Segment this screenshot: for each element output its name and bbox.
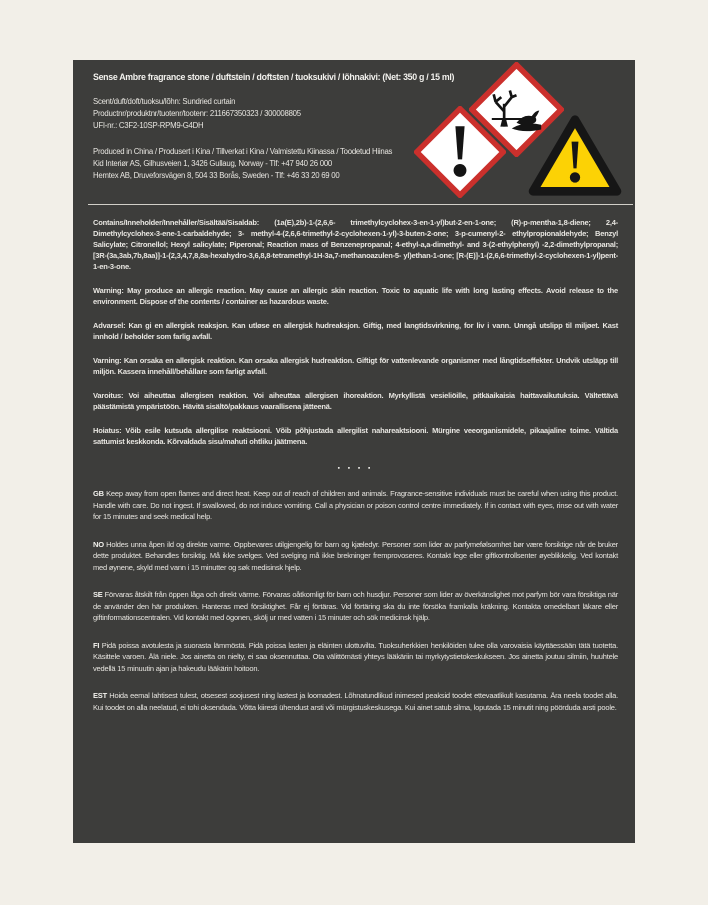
warning-paragraph-est: Hoiatus: Võib esile kutsuda allergilise reaktsiooni. Võib põhjustada allergilist nahareaktsiooni. Mürgine veeorganismidele, pikaajaline toime. Vältida sattumist keskkonda. Kõrvaldada sisu/mahuti ohtliku jäätmena.	[93, 426, 618, 446]
instruction-no	[93, 539, 618, 574]
instruction-fi	[93, 640, 618, 675]
product-title: Sense Ambre fragrance stone / duftstein / doftsten / tuoksukivi / lõhnakivi: (Net: 350 g / 15 ml)	[93, 72, 455, 82]
lang-code-no: NO	[93, 539, 104, 549]
instruction-text-gb: Keep away from open flames and direct heat. Keep out of reach of children and animals. Fragrance-sensitive individuals must be careful when using this product. Handle with care. Do not ingest. If swallowed, do not induce vomiting. Call a physician or poison control centre immediately. If in contact with eyes, rinse out with water for 15 minutes and seek medical help.	[93, 489, 619, 521]
section-divider	[88, 204, 633, 205]
lang-code-est: EST	[93, 691, 107, 700]
instruction-text-fi: Pidä poissa avotulesta ja suorasta lämmöstä. Pidä poissa lasten ja eläinten ulottuvilta. Tuoksuherkkien henkilöiden tulee olla varovaisia käyttäessään tätä tuotetta. Käsittele varoen. Älä niele. Jos ainetta on nielty, ei saa oksennuttaa. Ota välittömästi yhteys lääkäriin tai myrkytystietokeskukseen. Jos ainetta joutuu silmiin, huuhtele vedellä 15 minuutin ajan ja hakeudu lääkärin hoitoon.	[93, 640, 618, 673]
warning-paragraph-no: Advarsel: Kan gi en allergisk reaksjon. Kan utløse en allergisk hudreaksjon. Giftig, med langtidsvirkning, for liv i vann. Unngå utslipp til miljøet. Kast innhold / beholder som farlig avfall.	[93, 321, 618, 341]
dots-separator: ▪ ▪ ▪ ▪	[337, 465, 374, 472]
instruction-se	[93, 589, 618, 624]
warning-triangle-icon	[527, 113, 623, 197]
produced-in-line: Produced in China / Produsert i Kina / Tillverkat i Kina / Valmistettu Kiinassa / Toodetud Hiinas	[93, 147, 393, 156]
product-number-line: Productnr/produktnr/tuotenr/tootenr: 211667350323 / 300008805	[93, 109, 301, 118]
producer-address-norway: Kid Interiør AS, Gilhusveien 1, 3426 Gullaug, Norway - Tlf: +47 940 26 000	[93, 159, 333, 168]
warning-paragraph-en: Warning: May produce an allergic reaction. May cause an allergic skin reaction. Toxic to aquatic life with long lasting effects. Avoid release to the environment. Dispose of the contents / container as hazardous waste.	[93, 286, 618, 306]
warning-paragraph-se: Varning: Kan orsaka en allergisk reaktion. Kan orsaka allergisk hudreaktion. Giftigt för vattenlevande organismer med långtidseffekter. Undvik utsläpp till miljön. Kassera innehåll/behållare som farligt avfall.	[93, 356, 618, 376]
contains-paragraph: Contains/Inneholder/Innehåller/Sisältää/Sisaldab: (1a(E),2b)-1-(2,6,6- trimethylcyclohex-3-en-1-yl)but-2-en-1-one; (R)-p-mentha-1,8-diene; 2,4-Dimethylcyclohex-3-ene-1-carbaldehyde; 3- methyl-4-(2,6,6-trimethyl-2-cyclohexen-1-yl)-3-buten-2-one; 3-p-cumenyl-2- ethylpropionaldehyde; Benzyl Salicylate; Citronellol; Hexyl salicylate; Piperonal; Reaction mass of Benzenepropanal; 4-ethyl-a,a-dimethyl- and 3-(2-ethylphenyl) -2,2-dimethylpropanal; [3R-(3a,3ab,7b,8aa)]-1-(2,3,4,7,8,8a-hexahydro-3,6,8,8-tetramethyl-1H-3a,7-methanoazulen-5- yl)ethan-1-one; [R-(E)]-1-(2,6,6-trimethyl-2-cyclohexen-1-yl)pent-1-en-3-one.	[93, 218, 618, 271]
ghs07-exclamation-icon	[414, 106, 506, 198]
instruction-gb	[93, 488, 618, 523]
lang-code-se: SE	[93, 590, 103, 599]
instruction-est	[93, 690, 618, 713]
instruction-text-est: Hoida eemal lahtisest tulest, otsesest soojusest ning lastest ja loomadest. Lõhnatundlikud inimesed peaksid toodet ettevaatlikult kasutama. Ära neela toodet alla. Kui toodet on alla neelatud, ei tohi oksendada. Võtta kiiresti ühendust arsti või mürgistuskeskusega. Kui ainet satub silma, loputada 15 minutit ning pöörduda arsti poole.	[93, 691, 618, 712]
lang-code-gb: GB	[93, 489, 104, 498]
warning-paragraph-fi: Varoitus: Voi aiheuttaa allergisen reaktion. Voi aiheuttaa allergisen ihoreaktion. Myrkyllistä vesieliöille, pitkäaikaisia haittavaikutuksia. Vältettävä päästämistä ympäristöön. Hävitä sisältö/pakkaus vaarallisena jätteenä.	[93, 391, 618, 411]
instruction-text-no: Holdes unna åpen ild og direkte varme. Oppbevares utilgjengelig for barn og kjæledyr. Personer som lider av parfymefølsomhet bør være forsiktige når de bruker dette produktet. Behandles forsiktig. Må ikke svelges. Ved svelging må ikke brekninger fremprovoseres. Kontakt lege eller giftkontrollsenter øyeblikkelig. Ved kontakt med øynene, skyld med vann i 15 minutter og søk medisinsk hjelp.	[93, 539, 618, 572]
product-label	[73, 60, 635, 843]
lang-code-fi: FI	[93, 640, 100, 650]
producer-address-sweden: Hemtex AB, Druveforsvägen 8, 504 33 Borås, Sweden - Tlf: +46 33 20 69 00	[93, 171, 340, 180]
scent-line: Scent/duft/doft/tuoksu/lõhn: Sundried curtain	[93, 97, 236, 106]
instruction-text-se: Förvaras åtskilt från öppen låga och direkt värme. Förvaras oåtkomligt för barn och husdjur. Personer som lider av överkänslighet mot parfym bör vara försiktiga när de använder den här produkten. Hanteras med försiktighet. Får ej förtäras. Vid förtäring ska du inte försöka framkalla kräkning. Kontakta omedelbart läkare eller giftinformationscentralen. Vid kontakt med ögonen, skölj ur med vatten i 15 minuter och sök medicinsk hjälp.	[93, 590, 618, 622]
ufi-line: UFI-nr.: C3F2-10SP-RPM9-G4DH	[93, 121, 204, 130]
